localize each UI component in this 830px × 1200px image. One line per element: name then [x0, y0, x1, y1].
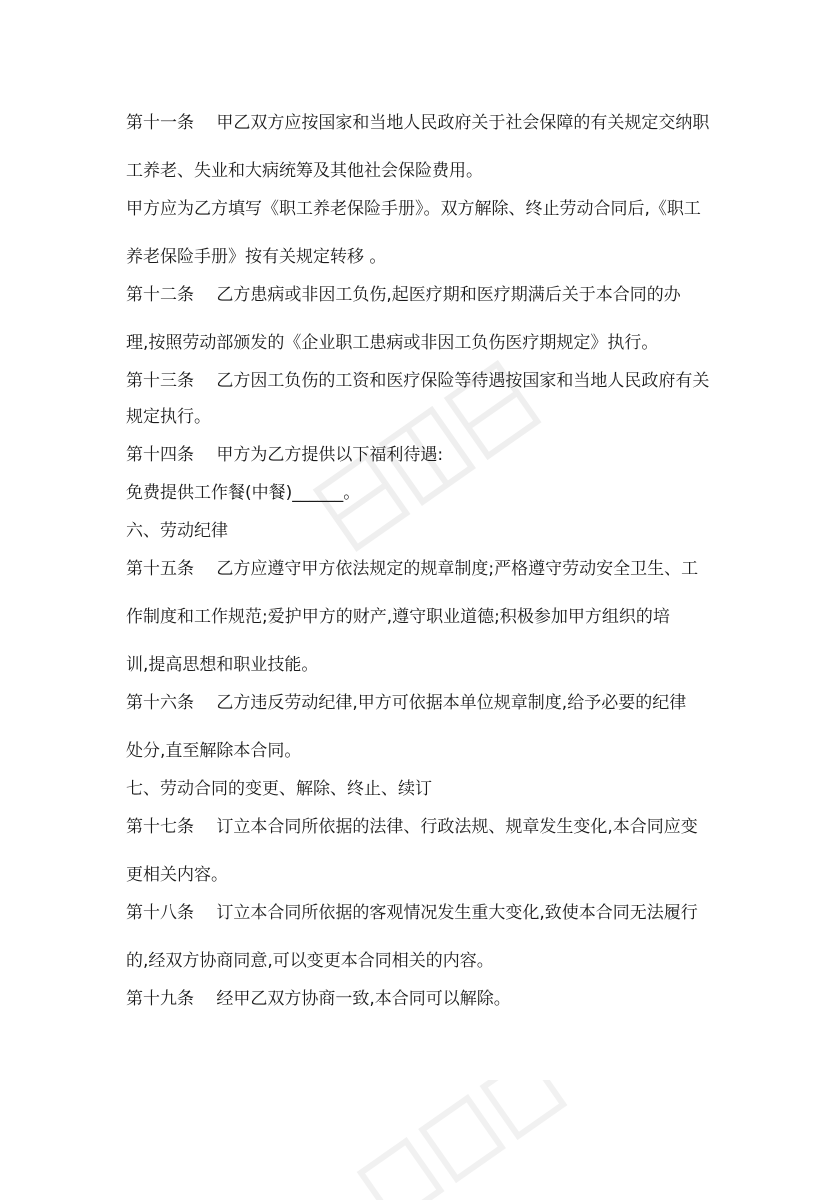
article-11-line-2: 工养老、失业和大病统筹及其他社会保险费用。: [126, 161, 483, 181]
article-18-line-2: 的,经双方协商同意,可以变更本合同相关的内容。: [126, 951, 494, 971]
section-6-heading: 六、劳动纪律: [126, 521, 228, 541]
article-17-line-1: 第十七条 订立本合同所依据的法律、行政法规、规章发生变化,本合同应变: [126, 817, 698, 837]
article-15-line-2: 作制度和工作规范;爱护甲方的财产,遵守职业道德;积极参加甲方组织的培: [126, 607, 670, 627]
article-11-line-1: 第十一条 甲乙双方应按国家和当地人民政府关于社会保障的有关规定交纳职: [126, 113, 710, 133]
article-18-line-1: 第十八条 订立本合同所依据的客观情况发生重大变化,致使本合同无法履行: [126, 903, 698, 923]
article-14-line-1: 第十四条 甲方为乙方提供以下福利待遇:: [126, 445, 444, 465]
article-11b-line-1: 甲方应为乙方填写《职工养老保险手册》。双方解除、终止劳动合同后,《职工: [126, 199, 701, 219]
article-12-line-2: 理,按照劳动部颁发的《企业职工患病或非因工负伤医疗期规定》执行。: [126, 333, 659, 353]
article-14-line-2: 免费提供工作餐(中餐)______。: [126, 483, 361, 503]
article-15-line-1: 第十五条 乙方应遵守甲方依法规定的规章制度;严格遵守劳动安全卫生、工: [126, 559, 699, 579]
article-17-line-2: 更相关内容。: [126, 865, 228, 885]
article-13-line-1: 第十三条 乙方因工负伤的工资和医疗保险等待遇按国家和当地人民政府有关: [126, 371, 710, 391]
article-19-line-1: 第十九条 经甲乙双方协商一致,本合同可以解除。: [126, 989, 511, 1009]
article-15-line-3: 训,提高思想和职业技能。: [126, 655, 319, 675]
article-13-line-2: 规定执行。: [126, 407, 211, 427]
article-16-line-2: 处分,直至解除本合同。: [126, 741, 302, 761]
article-12-line-1: 第十二条 乙方患病或非因工负伤,起医疗期和医疗期满后关于本合同的办: [126, 285, 681, 305]
document-body: [126, 108, 710, 1010]
section-7-heading: 七、劳动合同的变更、解除、终止、续订: [126, 779, 432, 799]
watermark-logo-bottom: [330, 1080, 590, 1200]
article-16-line-1: 第十六条 乙方违反劳动纪律,甲方可依据本单位规章制度,给予必要的纪律: [126, 693, 687, 713]
article-11b-line-2: 养老保险手册》按有关规定转移 。: [126, 247, 387, 267]
